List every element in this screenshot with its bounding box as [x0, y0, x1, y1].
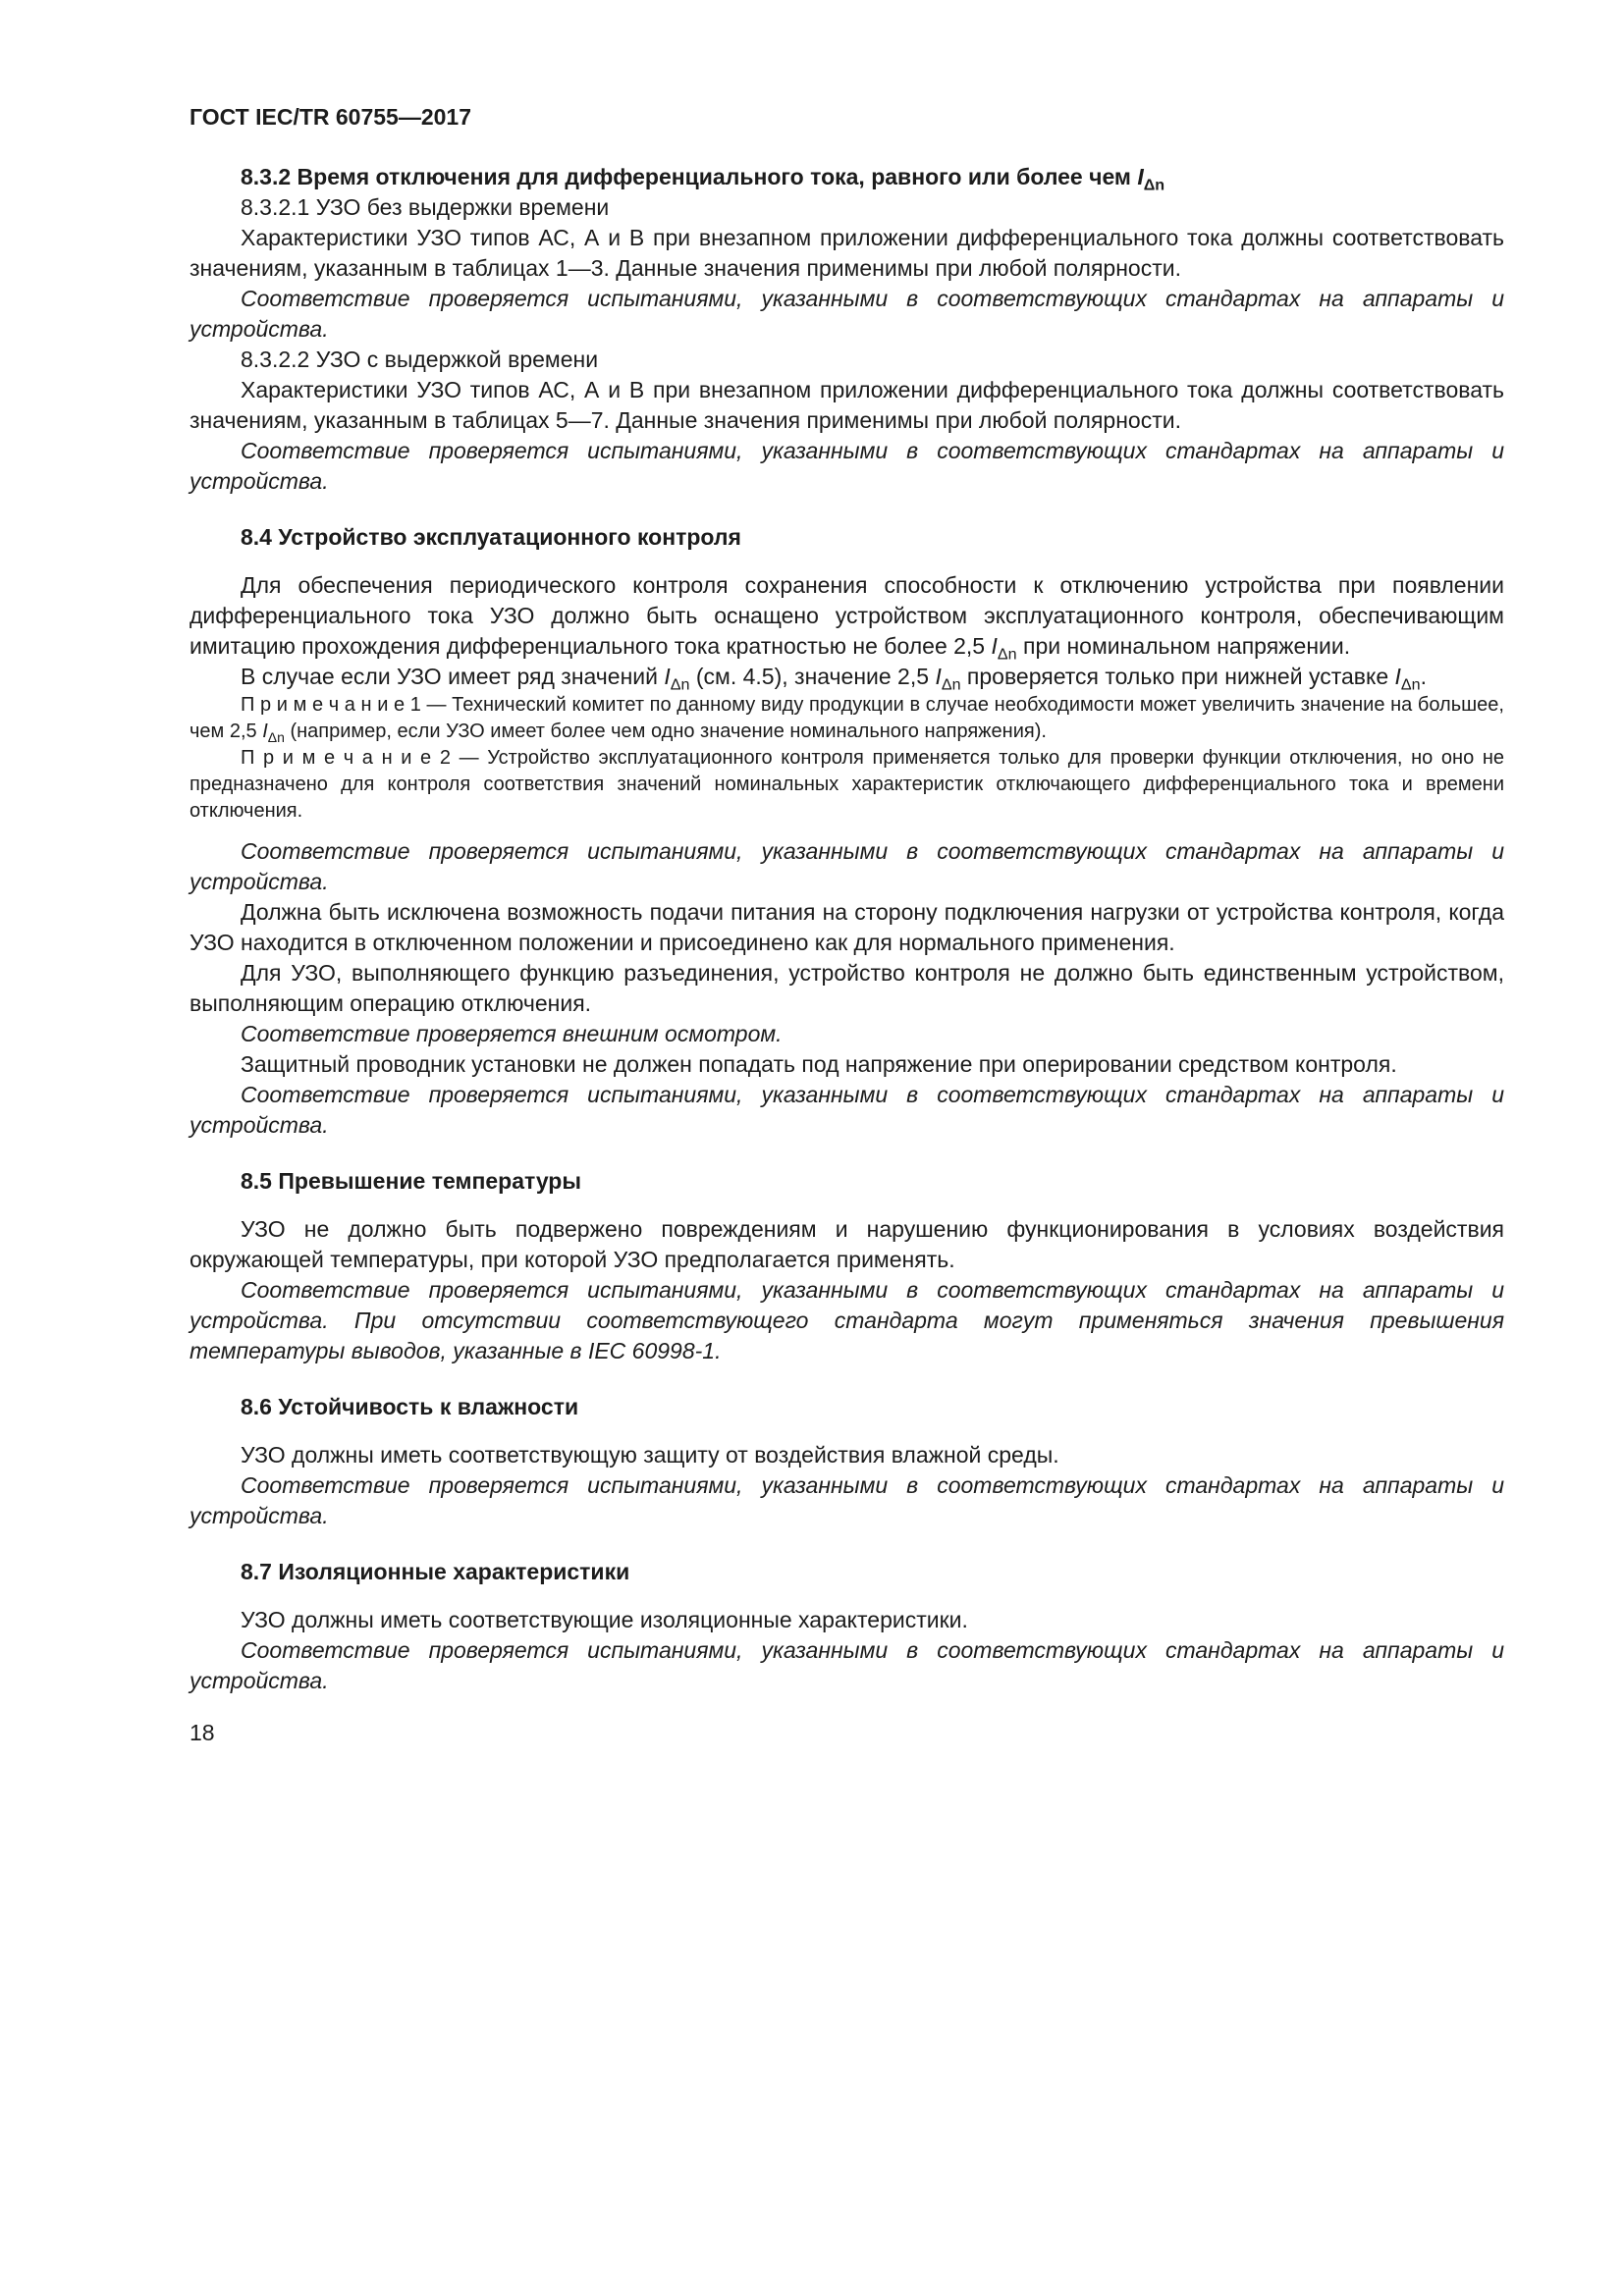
- clause-8-4-body-paragraph: Для обеспечения периодического контроля сохранения способности к отключению устройства при появлении дифференциального тока УЗО должно быть оснащено устройством эксплуатационного контроля, обеспечивающим имитацию прохождения дифференциального тока кратностью не более 2,5 $I_{\Delta n}$ при номинальном напряжении.: [189, 572, 1504, 664]
- document-header: [189, 102, 1504, 133]
- note-1: П р и м е ч а н и е 1 — Технический комитет по данному виду продукции в случае необходимости может увеличить значение на большее, чем 2,5 $I_{\Delta n}$ (например, если УЗО имеет более чем одно значение номинального напряжения).: [189, 694, 1504, 745]
- current-subscript: Δn: [267, 729, 285, 745]
- clause-8-7-heading: 8.7 Изоляционные характеристики: [241, 1559, 630, 1584]
- compliance-statement: Соответствие проверяется испытаниями, указанными в соответствующих стандартах на аппараты и устройства.: [189, 438, 1504, 494]
- clause-8-6-heading: 8.6 Устойчивость к влажности: [241, 1394, 579, 1419]
- clause-8-3-2-1-body: Характеристики УЗО типов АС, А и В при внезапном приложении дифференциального тока должны соответствовать значениям, указанным в таблицах 1—3. Данные значения применимы при любой полярности.: [189, 225, 1504, 281]
- current-symbol: I: [1394, 664, 1401, 689]
- current-subscript: Δn: [1143, 176, 1165, 194]
- current-subscript: Δn: [1400, 675, 1421, 694]
- compliance-statement: Соответствие проверяется испытаниями, указанными в соответствующих стандартах на аппараты и устройства.: [189, 286, 1504, 342]
- clause-8-6-body-paragraph: УЗО должны иметь соответствующую защиту от воздействия влажной среды.: [241, 1442, 1059, 1468]
- current-subscript: Δn: [997, 645, 1017, 664]
- clause-8-3-2-1-heading: 8.3.2.1 УЗО без выдержки времени: [241, 194, 610, 220]
- document-footer: [189, 1718, 1504, 1748]
- compliance-statement: Соответствие проверяется испытаниями, указанными в соответствующих стандартах на аппараты и устройства.: [189, 1082, 1504, 1138]
- current-subscript: Δn: [941, 675, 961, 694]
- current-symbol: I: [1137, 164, 1144, 189]
- clause-8-5-body-paragraph: УЗО не должно быть подвержено повреждениям и нарушению функционирования в условиях воздействия окружающей температуры, при которой УЗО предполагается применять.: [189, 1216, 1504, 1272]
- compliance-statement: Соответствие проверяется испытаниями, указанными в соответствующих стандартах на аппараты и устройства.: [189, 838, 1504, 894]
- clause-8-4-heading: 8.4 Устройство эксплуатационного контроля: [241, 524, 741, 550]
- compliance-statement: Соответствие проверяется испытаниями, указанными в соответствующих стандартах на аппараты и устройства. При отсутствии соответствующего стандарта могут применяться значения превышения температуры выводов, указанные в IEC 60998-1.: [189, 1277, 1504, 1363]
- clause-8-3-2-2-body: Характеристики УЗО типов АС, А и В при внезапном приложении дифференциального тока должны соответствовать значениям, указанным в таблицах 5—7. Данные значения применимы при любой полярности.: [189, 377, 1504, 433]
- note-2: П р и м е ч а н и е 2 — Устройство эксплуатационного контроля применяется только для проверки функции отключения, но оно не предназначено для контроля соответствия значений номинальных характеристик отключающего дифференциального тока и времени отключения.: [189, 747, 1504, 822]
- current-symbol: I: [991, 633, 998, 659]
- current-symbol: I: [935, 664, 942, 689]
- standard-number: ГОСТ IEC/TR 60755—2017: [189, 104, 472, 130]
- current-symbol: I: [262, 721, 268, 742]
- current-symbol: I: [664, 664, 671, 689]
- compliance-statement: Соответствие проверяется внешним осмотром.: [241, 1021, 783, 1046]
- clause-8-4-body-paragraph: Для УЗО, выполняющего функцию разъединения, устройство контроля не должно быть единственным устройством, выполняющим операцию отключения.: [189, 960, 1504, 1016]
- compliance-statement: Соответствие проверяется испытаниями, указанными в соответствующих стандартах на аппараты и устройства.: [189, 1637, 1504, 1693]
- clause-8-3-2-2-heading: 8.3.2.2 УЗО с выдержкой времени: [241, 347, 599, 372]
- clause-8-7-body-paragraph: УЗО должны иметь соответствующие изоляционные характеристики.: [241, 1607, 968, 1632]
- clause-8-4-body-paragraph: Должна быть исключена возможность подачи питания на сторону подключения нагрузки от устройства контроля, когда УЗО находится в отключенном положении и присоединено как для нормального применения.: [189, 899, 1504, 955]
- document-body: [189, 162, 1504, 1696]
- clause-8-3-2-heading: 8.3.2 Время отключения для дифференциального тока, равного или более чем $I_{\Delta n}$: [241, 164, 1165, 194]
- compliance-statement: Соответствие проверяется испытаниями, указанными в соответствующих стандартах на аппараты и устройства.: [189, 1472, 1504, 1528]
- current-subscript: Δn: [670, 675, 690, 694]
- clause-8-5-heading: 8.5 Превышение температуры: [241, 1168, 581, 1194]
- page-number: 18: [189, 1720, 215, 1745]
- clause-8-4-body-paragraph: Защитный проводник установки не должен попадать под напряжение при оперировании средством контроля.: [241, 1051, 1397, 1077]
- clause-8-4-body-paragraph: В случае если УЗО имеет ряд значений $I_{\Delta n}$ (см. 4.5), значение 2,5 $I_{\Delta n}$ проверяется только при нижней уставке $I_{\Delta n}$.: [241, 664, 1427, 694]
